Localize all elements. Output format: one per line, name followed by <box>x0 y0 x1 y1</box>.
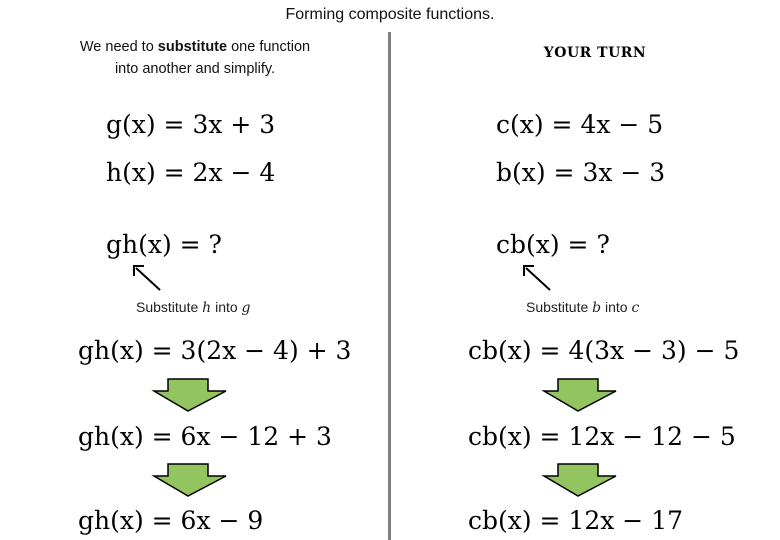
left-pointer-arrow-icon <box>130 262 166 294</box>
left-step-3: gh(x) = 6x − 9 <box>78 506 264 535</box>
left-step-1: gh(x) = 3(2x − 4) + 3 <box>78 336 352 365</box>
left-def-h: h(x) = 2x − 4 <box>106 158 276 187</box>
left-step-2: gh(x) = 6x − 12 + 3 <box>78 422 332 451</box>
left-note-var: h <box>202 300 212 316</box>
right-step-2: cb(x) = 12x − 12 − 5 <box>468 422 736 451</box>
right-down-arrow-1-icon <box>540 377 620 413</box>
column-divider <box>388 32 391 540</box>
right-def-c: c(x) = 4x − 5 <box>496 110 664 139</box>
intro-bold-word: substitute <box>157 39 228 55</box>
intro-text <box>40 36 350 80</box>
right-step-1: cb(x) = 4(3x − 3) − 5 <box>468 336 740 365</box>
left-down-arrow-2-icon <box>150 462 230 498</box>
right-note-target: c <box>631 300 640 316</box>
left-def-g: g(x) = 3x + 3 <box>106 110 276 139</box>
right-down-arrow-2-icon <box>540 462 620 498</box>
page-title: Forming composite functions. <box>285 6 495 23</box>
your-turn-heading: YOUR TURN <box>543 45 647 61</box>
left-note-target: g <box>241 300 251 316</box>
right-pointer-arrow-icon <box>520 262 556 294</box>
intro-line1-start: We need to <box>79 39 158 55</box>
left-question: gh(x) = ? <box>106 230 222 259</box>
right-note-prefix: Substitute <box>526 299 593 315</box>
intro-line1-end: one function <box>227 39 311 55</box>
left-substitute-note <box>136 299 251 316</box>
left-note-mid: into <box>211 299 242 315</box>
right-note-var: b <box>592 300 602 316</box>
right-step-3: cb(x) = 12x − 17 <box>468 506 684 535</box>
left-note-prefix: Substitute <box>136 299 203 315</box>
right-substitute-note <box>526 299 639 316</box>
right-question: cb(x) = ? <box>496 230 610 259</box>
right-note-mid: into <box>601 299 632 315</box>
right-def-b: b(x) = 3x − 3 <box>496 158 666 187</box>
intro-line2: into another and simplify. <box>114 61 276 77</box>
left-down-arrow-1-icon <box>150 377 230 413</box>
